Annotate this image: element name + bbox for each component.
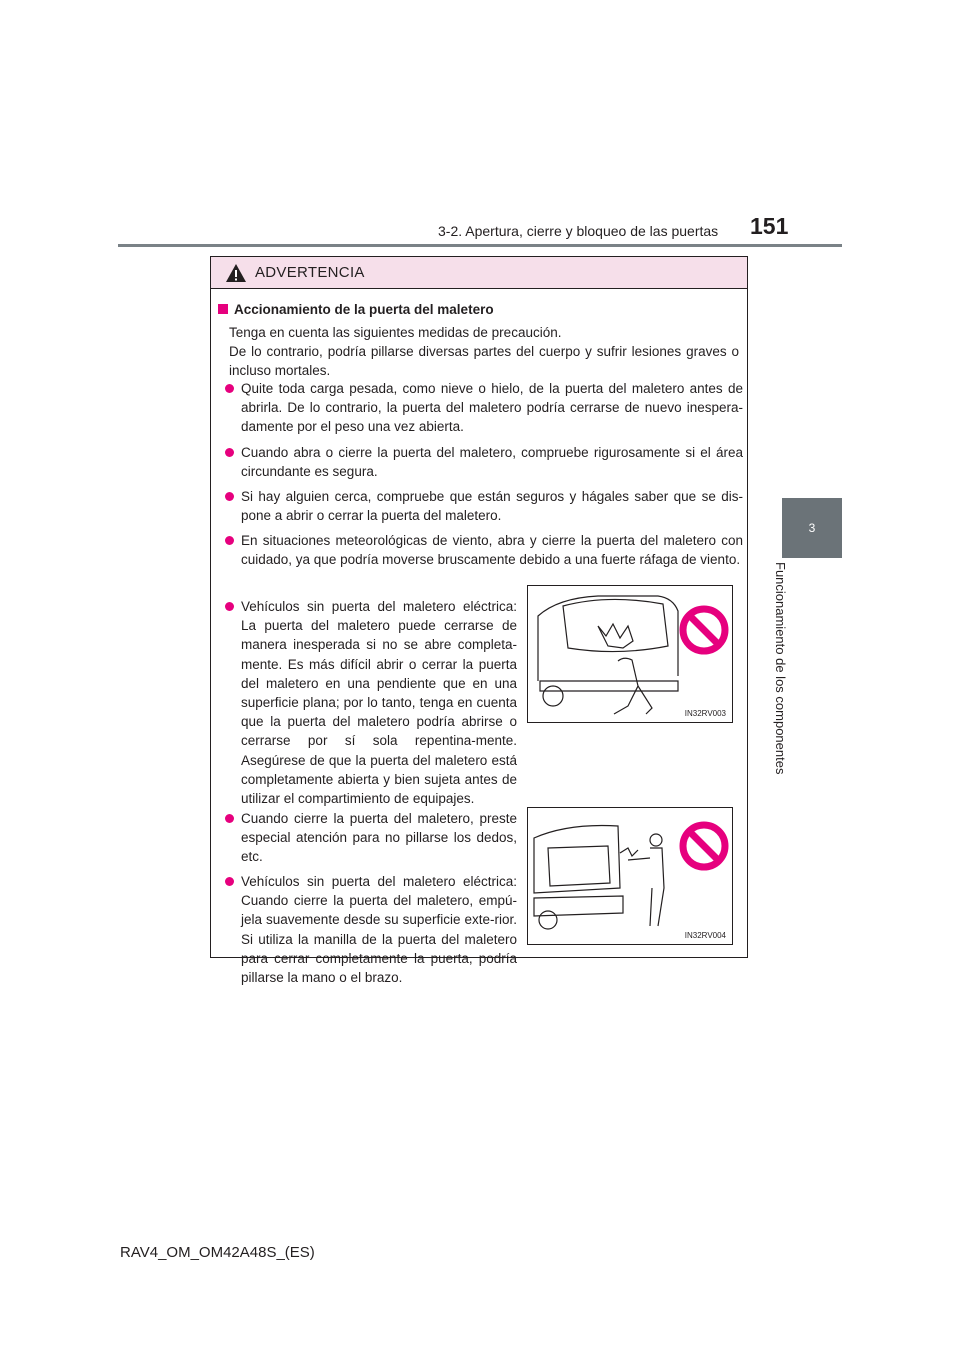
intro-line: De lo contrario, podría pillarse diversas partes del cuerpo y sufrir lesiones graves o incluso mortales. bbox=[229, 344, 739, 378]
bullet-dot-icon bbox=[225, 814, 234, 823]
list-item: Quite toda carga pesada, como nieve o hielo, de la puerta del maletero antes de abrirla. De lo contrario, la puerta del maletero podría cerrarse de nuevo inespera-damente por el peso una vez abierta. bbox=[225, 379, 743, 437]
section-heading-text: Accionamiento de la puerta del maletero bbox=[234, 302, 494, 317]
figure-label: IN32RV003 bbox=[684, 709, 726, 718]
bullet-dot-icon bbox=[225, 536, 234, 545]
list-item: Vehículos sin puerta del maletero eléctrica: La puerta del maletero puede cerrarse de manera inesperada si no se abre completa-mente. Es más difícil abrir o cerrar la puerta del maletero en una pendiente que en una superficie plana; por lo tanto, tenga en cuenta que la puerta del maletero podría abrirse o cerrarse por sí sola repentina-mente. Asegúrese de que la puerta del maletero está completamente abierta y bien sujeta antes de utilizar el compartimiento de equipajes. bbox=[225, 597, 517, 808]
list-item: Cuando abra o cierre la puerta del maletero, compruebe rigurosamente si el área circundante es segura. bbox=[225, 443, 743, 481]
footer-code: RAV4_OM_OM42A48S_(ES) bbox=[120, 1244, 315, 1261]
section-heading bbox=[218, 302, 494, 317]
page-number: 151 bbox=[750, 213, 789, 239]
header-divider bbox=[118, 244, 842, 247]
square-bullet-icon bbox=[218, 304, 228, 314]
warning-box bbox=[210, 256, 748, 986]
bullet-dot-icon bbox=[225, 877, 234, 886]
list-item: En situaciones meteorológicas de viento, abra y cierre la puerta del maletero con cuidado, ya que podría moverse bruscamente debido a una fuerte ráfaga de viento. bbox=[225, 531, 743, 569]
list-item: Vehículos sin puerta del maletero eléctrica: Cuando cierre la puerta del maletero, empú-jela suavemente desde su superficie exte-rior. Si utiliza la manilla de la puerta del maletero para cerrar completamente la puerta, podría pillarse la mano o el brazo. bbox=[225, 872, 517, 987]
prohibition-icon bbox=[678, 820, 730, 872]
bullet-dot-icon bbox=[225, 492, 234, 501]
bullet-dot-icon bbox=[225, 384, 234, 393]
chapter-label-text: Funcionamiento de los componentes bbox=[773, 562, 788, 775]
intro-line: Tenga en cuenta las siguientes medidas de precaución. bbox=[229, 325, 562, 340]
list-item: Si hay alguien cerca, compruebe que están seguros y hágales saber que se dis-pone a abrir o cerrar la puerta del maletero. bbox=[225, 487, 743, 525]
bullet-dot-icon bbox=[225, 448, 234, 457]
bullet-dot-icon bbox=[225, 602, 234, 611]
illustration-hand-pinch bbox=[527, 807, 733, 945]
header-section-title: 3-2. Apertura, cierre y bloqueo de las puertas bbox=[438, 223, 719, 239]
chapter-tab bbox=[782, 498, 842, 558]
illustration-trunk-falling bbox=[527, 585, 733, 723]
chapter-side-label bbox=[773, 562, 808, 782]
warning-triangle-icon bbox=[225, 263, 247, 283]
intro-text bbox=[229, 323, 739, 380]
prohibition-icon bbox=[678, 604, 730, 656]
list-item: Cuando cierre la puerta del maletero, preste especial atención para no pillarse los dedos, etc. bbox=[225, 809, 517, 867]
warning-title: ADVERTENCIA bbox=[255, 264, 365, 281]
warning-header bbox=[211, 257, 747, 289]
figure-label: IN32RV004 bbox=[684, 931, 726, 940]
chapter-number: 3 bbox=[808, 521, 816, 535]
